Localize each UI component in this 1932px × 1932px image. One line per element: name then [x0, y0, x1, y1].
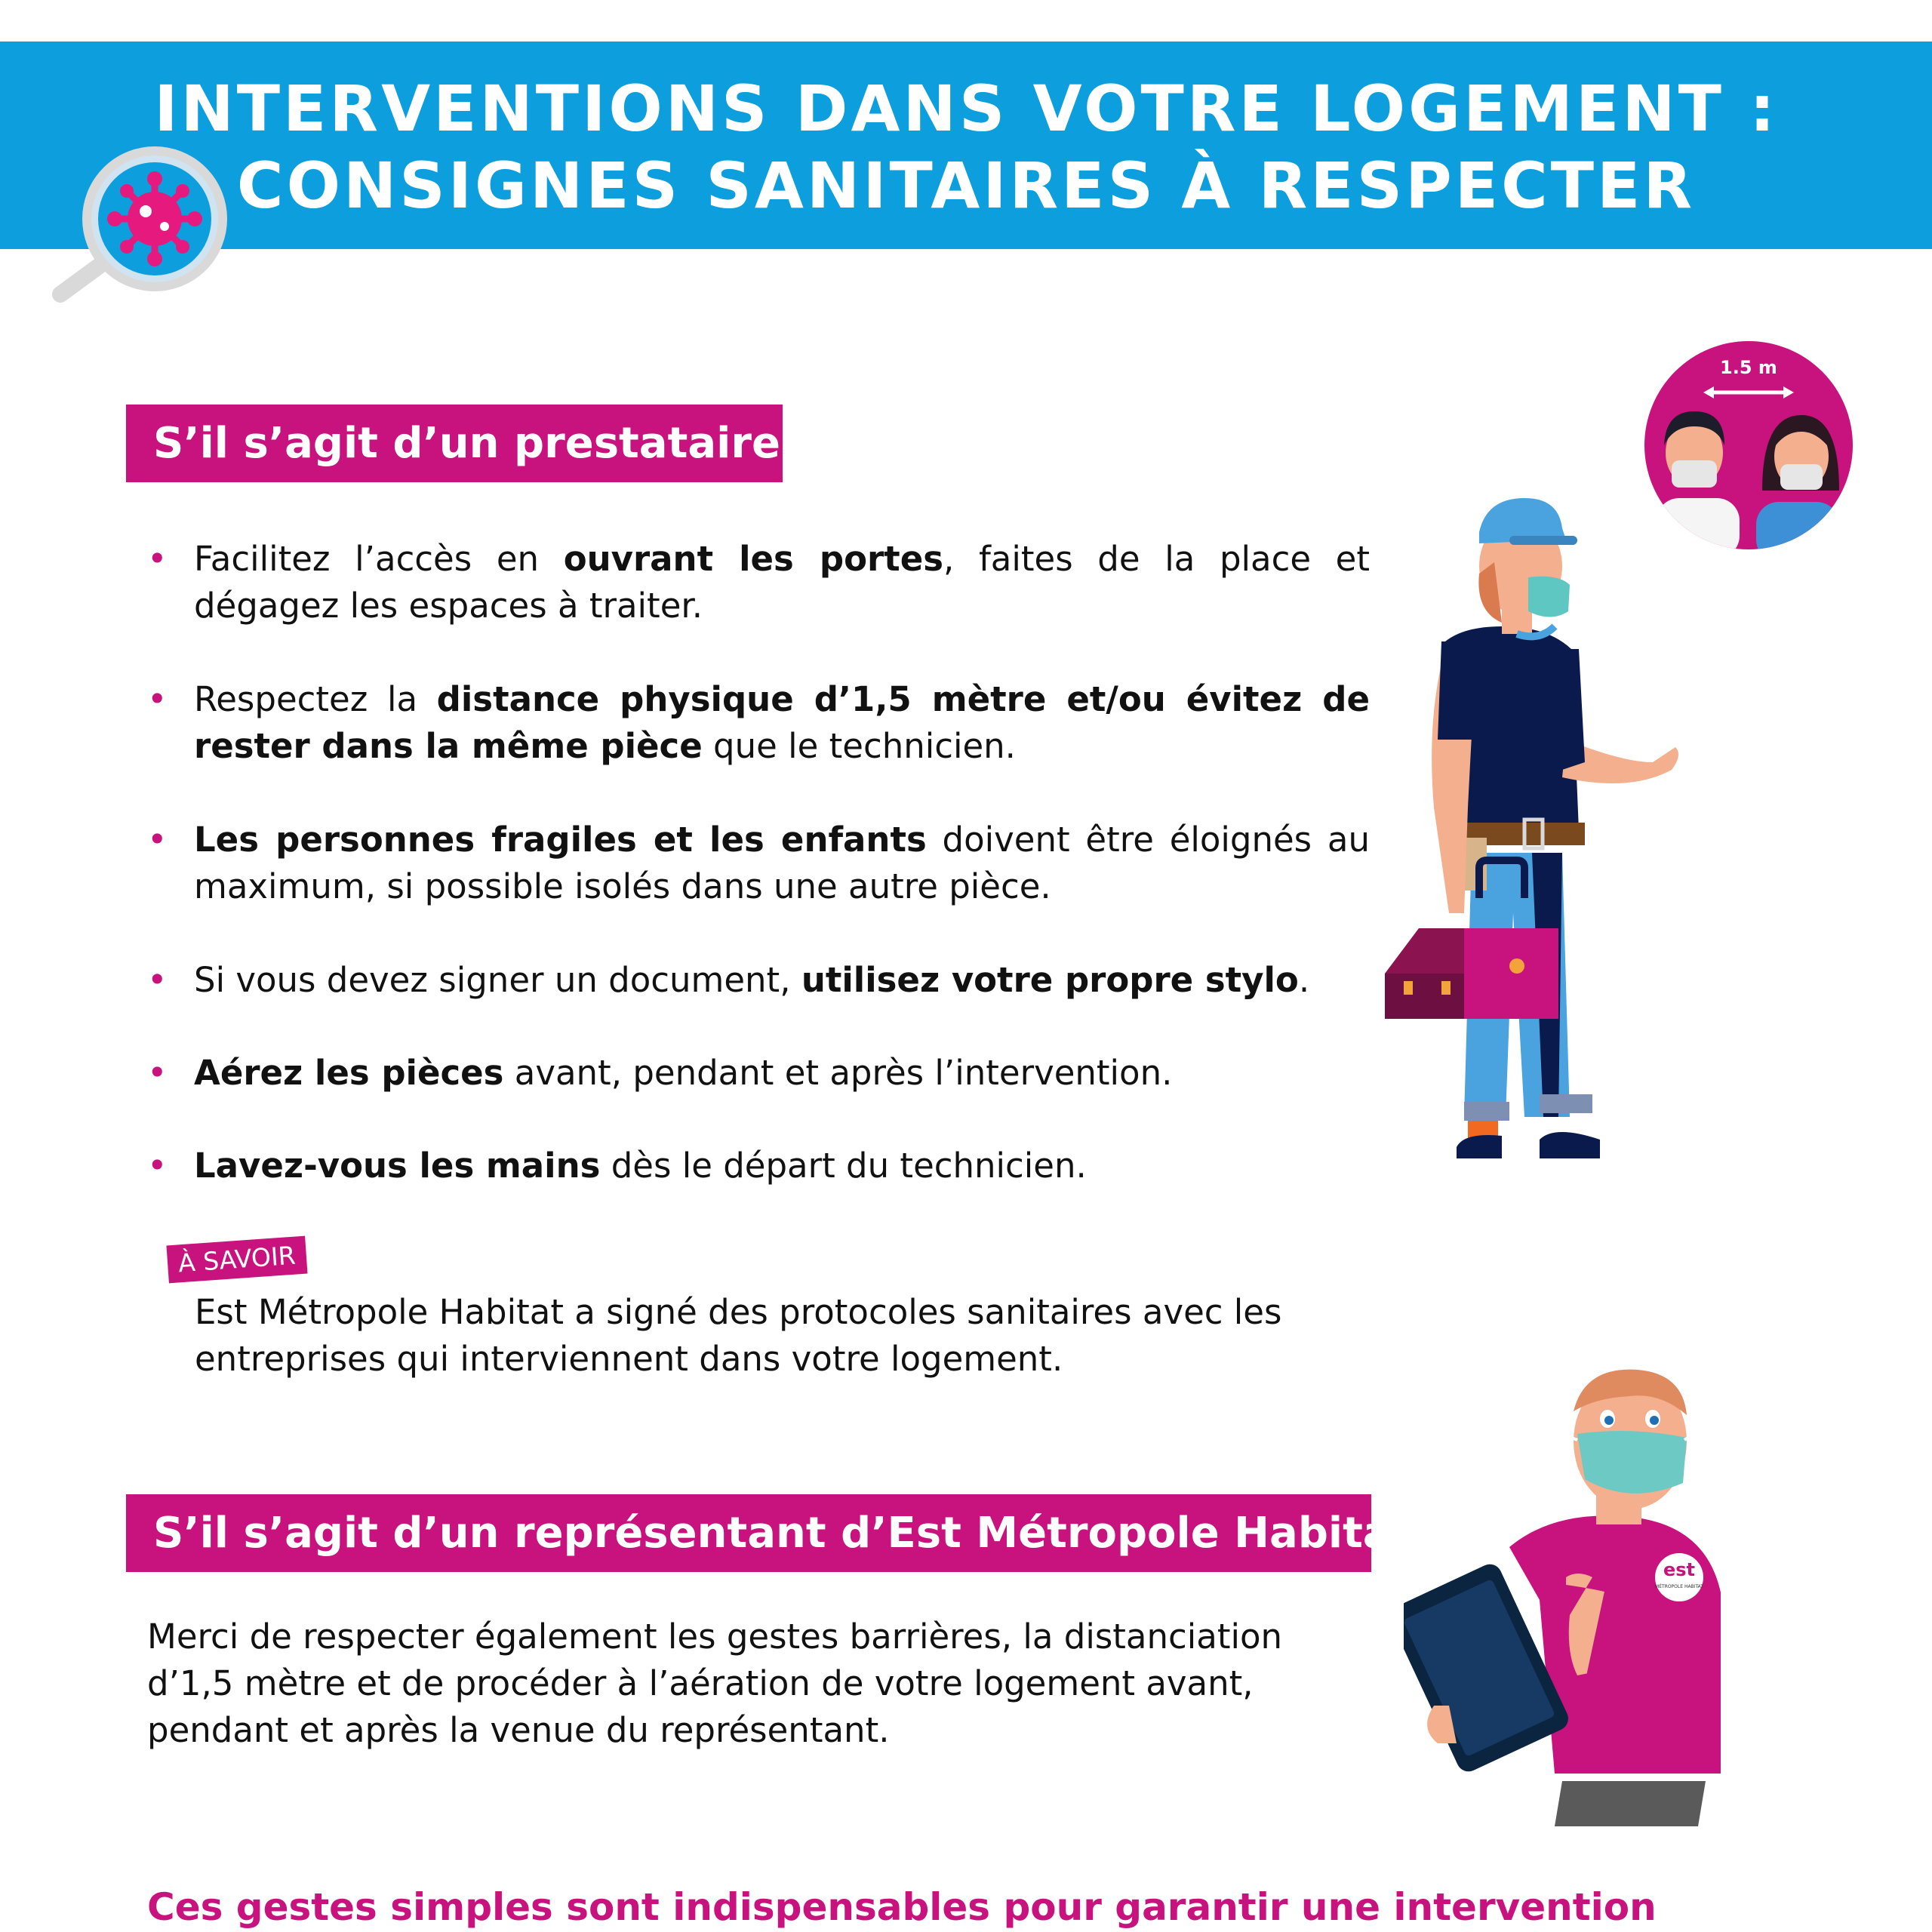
virus-magnifier-icon [45, 140, 242, 306]
bullet-dot-icon: • [147, 960, 168, 1000]
bullet-dot-icon: • [147, 1146, 168, 1186]
footer-note: Ces gestes simples sont indispensables pour garantir une intervention [147, 1885, 1657, 1929]
bullet-dot-icon: • [147, 1053, 168, 1093]
page-title-line2: CONSIGNES SANITAIRES À RESPECTER [236, 149, 1696, 223]
technician-illustration [1374, 491, 1766, 1185]
representative-illustration [1404, 1351, 1796, 1826]
bullet-dot-icon: • [147, 820, 168, 860]
list-item: • Lavez-vous les mains dès le départ du technicien. [147, 1143, 1370, 1189]
list-item: • Aérez les pièces avant, pendant et après l’intervention. [147, 1050, 1370, 1097]
logo-badge-sub: MÉTROPOLE HABITAT [1655, 1584, 1703, 1589]
page-title-line1: INTERVENTIONS DANS VOTRE LOGEMENT : [154, 72, 1778, 146]
section-representant-title: S’il s’agit d’un représentant d’Est Métropole Habitat [126, 1494, 1371, 1572]
a-savoir-badge: À SAVOIR [166, 1236, 307, 1284]
section-prestataire-title: S’il s’agit d’un prestataire [126, 405, 783, 482]
logo-badge-text: est [1663, 1559, 1696, 1580]
bullet-dot-icon: • [147, 679, 168, 719]
representant-text: Merci de respecter également les gestes barrières, la distanciation d’1,5 mètre et de procéder à l’aération de votre logement avant, pendant et après la venue du représentant. [147, 1617, 1283, 1750]
bullet-dot-icon: • [147, 539, 168, 579]
a-savoir-text: Est Métropole Habitat a signé des protocoles sanitaires avec les entreprises qui interviennent dans votre logement. [195, 1292, 1282, 1379]
list-item: • Facilitez l’accès en ouvrant les portes, faites de la place et dégagez les espaces à traiter. [147, 536, 1370, 629]
list-item: • Respectez la distance physique d’1,5 mètre et/ou évitez de rester dans la même pièce que le technicien. [147, 676, 1370, 770]
distance-label: 1.5 m [1720, 357, 1777, 378]
list-item: • Les personnes fragiles et les enfants doivent être éloignés au maximum, si possible isolés dans une autre pièce. [147, 817, 1370, 910]
list-item: • Si vous devez signer un document, utilisez votre propre stylo. [147, 957, 1370, 1004]
